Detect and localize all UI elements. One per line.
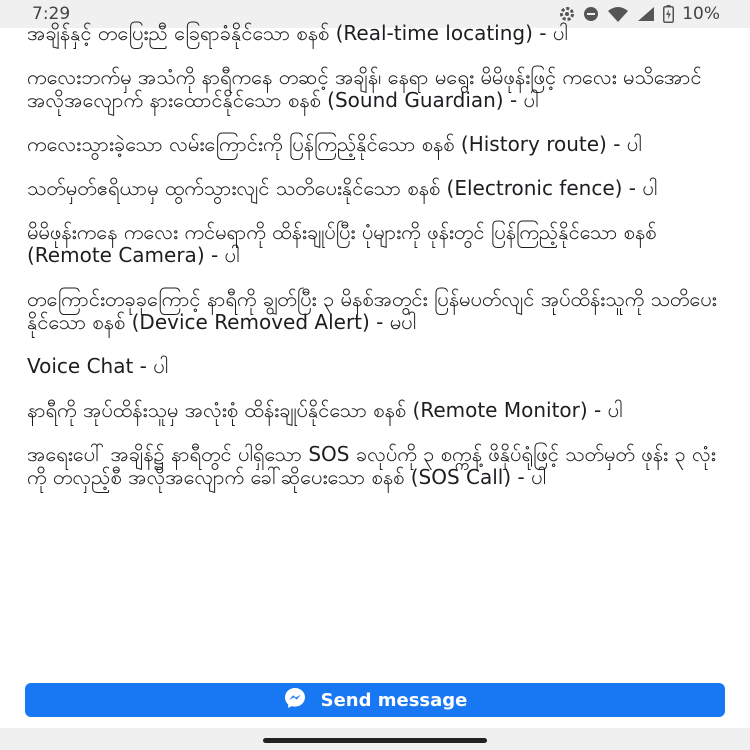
send-message-button[interactable] bbox=[25, 683, 725, 717]
message-content bbox=[27, 22, 727, 510]
dnd-icon bbox=[583, 6, 599, 22]
feature-paragraph: ကလေးသွားခဲ့သော လမ်းကြောင်းကို ပြန်ကြည့်နိုင်သော စနစ် (History route) - ပါ bbox=[27, 132, 642, 156]
messenger-icon bbox=[283, 686, 307, 715]
feature-paragraph: မိမိဖုန်းကနေ ကလေး ကင်မရာကို ထိန်းချုပ်ပြီး ပုံများကို ဖုန်းတွင် ပြန်ကြည့်နိုင်သော စနစ် (Remote Camera) - ပါ bbox=[27, 220, 657, 267]
settings-icon bbox=[559, 6, 575, 22]
feature-paragraph: အရေးပေါ် အချိန်၌ နာရီတွင် ပါရှိသော SOS ခလုပ်ကို ၃ စက္ကန့် ဖိနှိပ်ရုံဖြင့် သတ်မှတ် ဖုန်း ၃ လုံးကို တလှည့်စီ အလိုအလျောက် ခေါ်ဆိုပေးသော စနစ် (SOS Call) - ပါ bbox=[27, 442, 716, 489]
send-message-label: Send message bbox=[320, 689, 468, 711]
status-time: 7:29 bbox=[32, 4, 71, 24]
feature-paragraph: Voice Chat - ပါ bbox=[27, 354, 169, 378]
feature-paragraph: တကြောင်းတခုခုကြောင့် နာရီကို ချွတ်ပြီး ၃ မိနစ်အတွင်း ပြန်မပတ်လျင် အုပ်ထိန်းသူကို သတိပေးနိုင်သော စနစ် (Device Removed Alert) - မပါ bbox=[27, 287, 717, 334]
battery-icon bbox=[663, 5, 674, 23]
feature-paragraph: သတ်မှတ်ဧရိယာမှ ထွက်သွားလျင် သတိပေးနိုင်သော စနစ် (Electronic fence) - ပါ bbox=[27, 176, 658, 200]
feature-paragraph: နာရီကို အုပ်ထိန်းသူမှ အလုံးစုံ ထိန်းချုပ်နိုင်သော စနစ် (Remote Monitor) - ပါ bbox=[27, 398, 623, 422]
home-gesture-bar[interactable] bbox=[263, 738, 487, 743]
feature-paragraph: ကလေးဘက်မှ အသံကို နာရီကနေ တဆင့် အချိန်၊ နေရာ မရွေး မိမိဖုန်းဖြင့် ကလေး မသိအောင် အလိုအလျောက် နားထောင်နိုင်သော စနစ် (Sound Guardian) - ပါ bbox=[27, 65, 702, 112]
battery-percent: 10% bbox=[682, 4, 720, 24]
feature-paragraph: အချိန်နှင့် တပြေးညီ ခြေရာခံနိုင်သော စနစ် (Real-time locating) - ပါ bbox=[27, 21, 568, 45]
wifi-icon bbox=[607, 6, 629, 22]
status-icons bbox=[559, 4, 720, 24]
signal-icon bbox=[637, 6, 655, 22]
